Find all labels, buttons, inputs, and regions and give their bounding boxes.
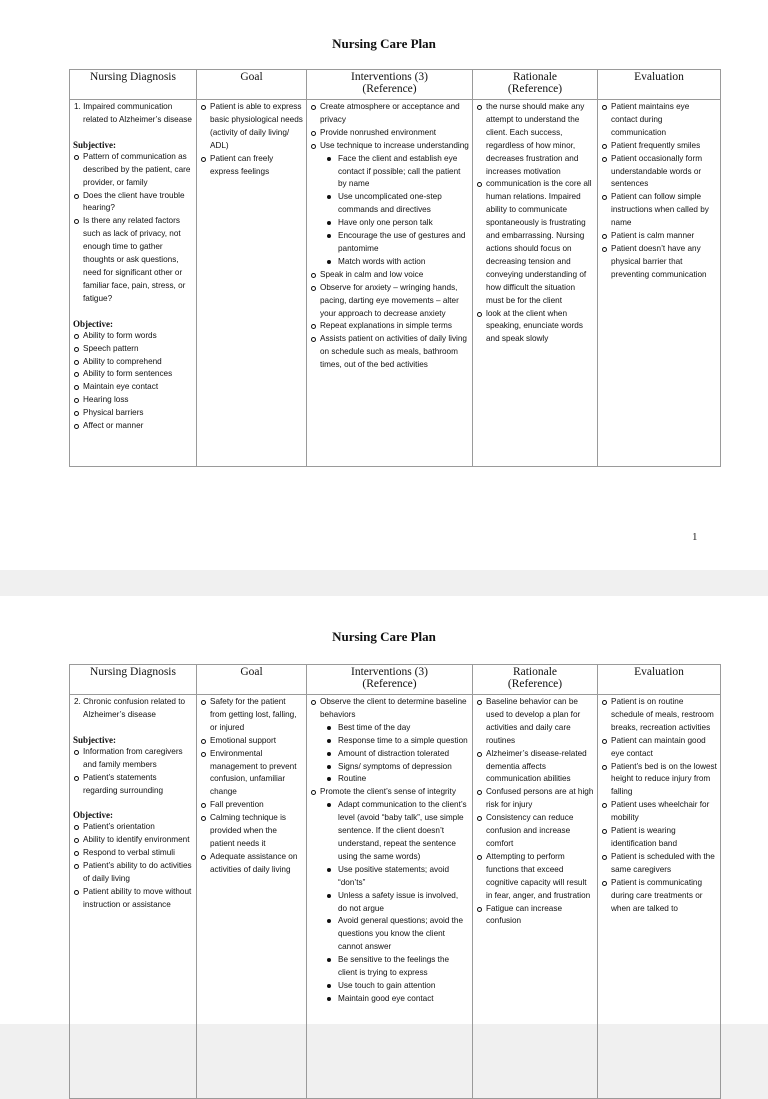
- rationale-cell: [473, 695, 598, 1099]
- goal-cell: [197, 695, 307, 1099]
- table-row: [70, 100, 721, 467]
- objective-item: Speech pattern: [73, 343, 193, 356]
- goal-item: Environmental management to prevent confusion, unfamiliar change: [200, 748, 303, 800]
- evaluation-list: [601, 696, 717, 915]
- intervention-text: Create atmosphere or acceptance and privacy: [320, 102, 460, 124]
- objective-label: Objective:: [73, 810, 113, 821]
- evaluation-item: Patient occasionally form understandable words or sentences: [601, 153, 717, 192]
- evaluation-list: [601, 101, 717, 282]
- rationale-item: Consistency can reduce confusion and increase comfort: [476, 812, 594, 851]
- subjective-item: Patient’s statements regarding surrounding: [73, 772, 193, 798]
- care-plan-table: [69, 69, 721, 467]
- objective-item: Ability to identify environment: [73, 834, 193, 847]
- intervention-item: [310, 333, 469, 372]
- intervention-sub-item: Match words with action: [320, 256, 469, 269]
- rationale-item: Alzheimer’s disease-related dementia affects communication abilities: [476, 748, 594, 787]
- objective-item: Maintain eye contact: [73, 381, 193, 394]
- evaluation-item: Patient frequently smiles: [601, 140, 717, 153]
- evaluation-item: Patient maintains eye contact during communication: [601, 101, 717, 140]
- rationale-item: Fatigue can increase confusion: [476, 903, 594, 929]
- objective-item: Patient’s ability to do activities of daily living: [73, 860, 193, 886]
- objective-item: Physical barriers: [73, 407, 193, 420]
- intervention-sub-item: Be sensitive to the feelings the client is trying to express: [320, 954, 469, 980]
- rationale-list: [476, 101, 594, 346]
- objective-list: [73, 821, 193, 911]
- goal-cell: [197, 100, 307, 467]
- subjective-item: Information from caregivers and family members: [73, 746, 193, 772]
- objective-item: Respond to verbal stimuli: [73, 847, 193, 860]
- intervention-sub-item: Maintain good eye contact: [320, 993, 469, 1006]
- evaluation-item: Patient is on routine schedule of meals, restroom breaks, recreation activities: [601, 696, 717, 735]
- evaluation-item: Patient is communicating during care treatments or when are talked to: [601, 877, 717, 916]
- rationale-item: Confused persons are at high risk for injury: [476, 786, 594, 812]
- intervention-sub-item: Unless a safety issue is involved, do not argue: [320, 890, 469, 916]
- diagnosis-title: 2. Chronic confusion related to Alzheimer’s disease: [74, 697, 186, 719]
- page-title: Nursing Care Plan: [332, 36, 436, 51]
- intervention-sub-item: Response time to a simple question: [320, 735, 469, 748]
- intervention-text: Promote the client’s sense of integrity: [320, 787, 456, 797]
- intervention-item: [310, 140, 469, 269]
- intervention-sub-item: Avoid general questions; avoid the questions you know the client cannot answer: [320, 915, 469, 954]
- care-plan-table: [69, 664, 721, 1099]
- evaluation-item: Patient can follow simple instructions when called by name: [601, 191, 717, 230]
- evaluation-item: Patient’s bed is on the lowest height to reduce injury from falling: [601, 761, 717, 800]
- goal-item: Safety for the patient from getting lost, falling, or injured: [200, 696, 303, 735]
- subjective-item: Does the client have trouble hearing?: [73, 190, 193, 216]
- document-page-2: [0, 596, 768, 1024]
- objective-item: Affect or manner: [73, 420, 193, 433]
- subjective-list: [73, 151, 193, 306]
- intervention-item: [310, 320, 469, 333]
- intervention-text: Observe the client to determine baseline behaviors: [320, 697, 467, 719]
- intervention-sub-item: Use touch to gain attention: [320, 980, 469, 993]
- intervention-item: [310, 282, 469, 321]
- objective-label: Objective:: [73, 318, 113, 329]
- subjective-item: Pattern of communication as described by the patient, care provider, or family: [73, 151, 193, 190]
- intervention-text: Observe for anxiety – wringing hands, pacing, darting eye movements – alter your approach to decrease anxiety: [320, 282, 459, 318]
- goal-item: Emotional support: [200, 735, 303, 748]
- goal-item: Patient is able to express basic physiological needs (activity of daily living/ ADL): [200, 101, 303, 153]
- page-title: Nursing Care Plan: [332, 629, 436, 644]
- rationale-cell: [473, 100, 598, 467]
- intervention-sub-item: Have only one person talk: [320, 217, 469, 230]
- header-evaluation: Evaluation: [598, 665, 721, 695]
- header-rationale: Rationale (Reference): [473, 665, 598, 695]
- header-nursing-diagnosis: Nursing Diagnosis: [70, 70, 197, 100]
- diagnosis-title: 1. Impaired communication related to Alzheimer’s disease: [74, 102, 192, 124]
- intervention-item: [310, 127, 469, 140]
- intervention-sub-item: Encourage the use of gestures and pantomime: [320, 230, 469, 256]
- evaluation-item: Patient doesn’t have any physical barrier that preventing communication: [601, 243, 717, 282]
- header-interventions: Interventions (3) (Reference): [307, 70, 473, 100]
- intervention-sub-item: Use uncomplicated one-step commands and directives: [320, 191, 469, 217]
- table-header-row: [70, 665, 721, 695]
- header-goal: Goal: [197, 70, 307, 100]
- intervention-sub-list: [320, 153, 469, 269]
- evaluation-item: Patient can maintain good eye contact: [601, 735, 717, 761]
- header-goal: Goal: [197, 665, 307, 695]
- intervention-item: [310, 696, 469, 786]
- subjective-item: Is there any related factors such as lack of privacy, not enough time to gather thoughts or ask questions, need for significant other or familiar face, pain, stress, or fatigue?: [73, 215, 193, 305]
- objective-item: Hearing loss: [73, 394, 193, 407]
- intervention-text: Repeat explanations in simple terms: [320, 321, 452, 331]
- evaluation-item: Patient is scheduled with the same caregivers: [601, 851, 717, 877]
- objective-item: Ability to form words: [73, 330, 193, 343]
- rationale-item: look at the client when speaking, enunciate words and speak slowly: [476, 308, 594, 347]
- subjective-label: Subjective:: [73, 734, 116, 745]
- goal-item: Patient can freely express feelings: [200, 153, 303, 179]
- intervention-item: [310, 269, 469, 282]
- intervention-item: [310, 786, 469, 1005]
- rationale-item: communication is the core all human relations. Impaired ability to communicate spontaneously is frustrating and embarrassing. Nursing actions should focus on decreasing tension and conveying understanding of how difficult the situation must be for the client: [476, 178, 594, 307]
- intervention-text: Provide nonrushed environment: [320, 127, 437, 137]
- subjective-label: Subjective:: [73, 139, 116, 150]
- intervention-sub-item: Face the client and establish eye contact if possible; call the patient by name: [320, 153, 469, 192]
- intervention-sub-item: Routine: [320, 773, 469, 786]
- rationale-list: [476, 696, 594, 928]
- table-row: [70, 695, 721, 1099]
- goal-list: [200, 696, 303, 877]
- intervention-text: Use technique to increase understanding: [320, 140, 469, 150]
- intervention-sub-item: Use positive statements; avoid “don’ts”: [320, 864, 469, 890]
- diagnosis-cell: [70, 100, 197, 467]
- goal-item: Adequate assistance on activities of daily living: [200, 851, 303, 877]
- evaluation-item: Patient is wearing identification band: [601, 825, 717, 851]
- evaluation-cell: [598, 100, 721, 467]
- intervention-sub-item: Signs/ symptoms of depression: [320, 761, 469, 774]
- page-number: 1: [692, 531, 698, 543]
- intervention-sub-list: [320, 799, 469, 1006]
- evaluation-item: Patient uses wheelchair for mobility: [601, 799, 717, 825]
- rationale-item: Attempting to perform functions that exceed cognitive capacity will result in fear, anger, and frustration: [476, 851, 594, 903]
- objective-item: Ability to comprehend: [73, 356, 193, 369]
- evaluation-cell: [598, 695, 721, 1099]
- goal-item: Calming technique is provided when the patient needs it: [200, 812, 303, 851]
- objective-item: Patient ability to move without instruction or assistance: [73, 886, 193, 912]
- interventions-cell: [307, 100, 473, 467]
- intervention-sub-item: Adapt communication to the client’s level (avoid “baby talk”, use simple sentence. If the client doesn’t understand, repeat the sentence using the same words): [320, 799, 469, 864]
- intervention-sub-item: Amount of distraction tolerated: [320, 748, 469, 761]
- objective-item: Patient’s orientation: [73, 821, 193, 834]
- objective-item: Ability to form sentences: [73, 368, 193, 381]
- goal-item: Fall prevention: [200, 799, 303, 812]
- objective-list: [73, 330, 193, 433]
- header-nursing-diagnosis: Nursing Diagnosis: [70, 665, 197, 695]
- subjective-list: [73, 746, 193, 798]
- intervention-text: Speak in calm and low voice: [320, 269, 424, 279]
- intervention-sub-item: Best time of the day: [320, 722, 469, 735]
- header-rationale: Rationale (Reference): [473, 70, 598, 100]
- intervention-sub-list: [320, 722, 469, 787]
- table-header-row: [70, 70, 721, 100]
- intervention-text: Assists patient on activities of daily living on schedule such as meals, bathroom times, out of the bed activities: [320, 334, 467, 370]
- interventions-cell: [307, 695, 473, 1099]
- diagnosis-cell: [70, 695, 197, 1099]
- interventions-list: [310, 696, 469, 1006]
- header-interventions: Interventions (3) (Reference): [307, 665, 473, 695]
- rationale-item: the nurse should make any attempt to understand the client. Each success, regardless of how minor, decreases frustration and increases motivation: [476, 101, 594, 178]
- evaluation-item: Patient is calm manner: [601, 230, 717, 243]
- intervention-item: [310, 101, 469, 127]
- header-evaluation: Evaluation: [598, 70, 721, 100]
- rationale-item: Baseline behavior can be used to develop a plan for activities and daily care routines: [476, 696, 594, 748]
- interventions-list: [310, 101, 469, 372]
- goal-list: [200, 101, 303, 178]
